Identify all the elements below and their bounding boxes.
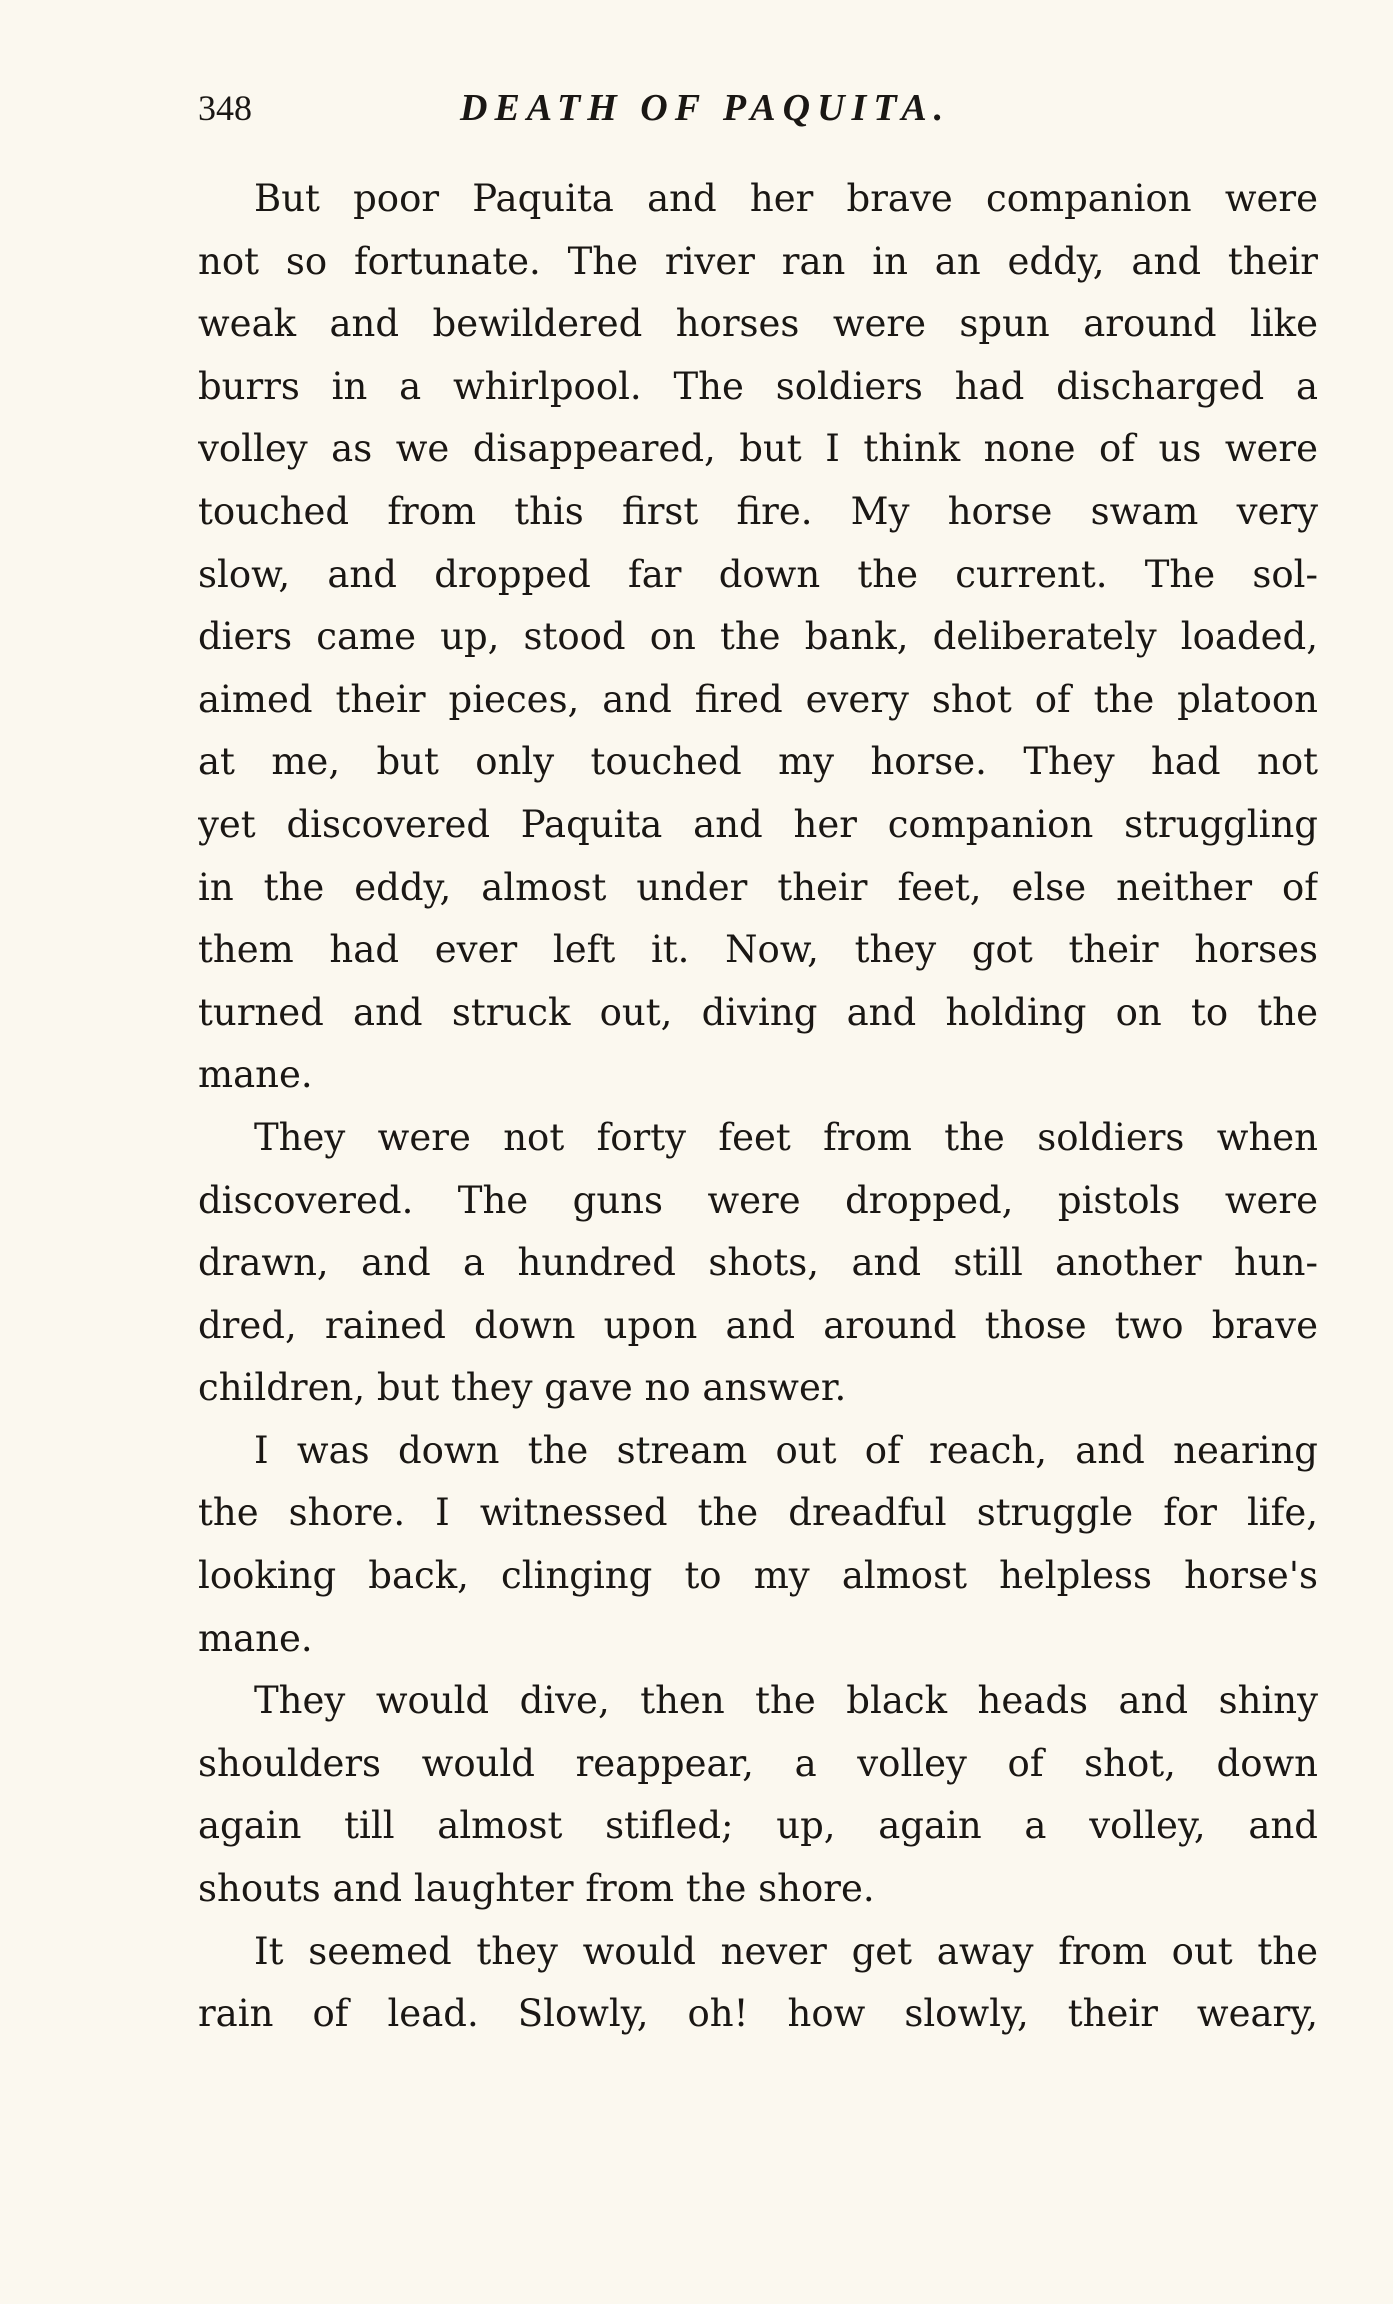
text-line: them had ever left it. Now, they got their horses bbox=[198, 928, 1318, 972]
text-line: in the eddy, almost under their feet, else neither of bbox=[198, 865, 1318, 909]
text-line: slow, and dropped far down the current. The sol- bbox=[198, 552, 1318, 596]
text-line: the shore. I witnessed the dreadful struggle for life, bbox=[198, 1491, 1318, 1535]
text-line: shoulders would reappear, a volley of shot, down bbox=[198, 1741, 1318, 1785]
text-line: children, but they gave no answer. bbox=[198, 1366, 847, 1410]
page-header bbox=[198, 78, 1318, 138]
text-line: not so fortunate. The river ran in an eddy, and their bbox=[198, 239, 1318, 283]
text-line: at me, but only touched my horse. They had not bbox=[198, 740, 1318, 784]
text-line: I was down the stream out of reach, and nearing bbox=[254, 1428, 1318, 1472]
text-line: diers came up, stood on the bank, deliberately loaded, bbox=[198, 615, 1318, 659]
text-line: volley as we disappeared, but I think none of us were bbox=[198, 427, 1318, 471]
text-line: again till almost stifled; up, again a volley, and bbox=[198, 1804, 1318, 1848]
text-line: touched from this first fire. My horse swam very bbox=[198, 489, 1318, 533]
text-line: burrs in a whirlpool. The soldiers had discharged a bbox=[198, 364, 1318, 408]
text-line: rain of lead. Slowly, oh! how slowly, their weary, bbox=[198, 1992, 1318, 2036]
text-line: It seemed they would never get away from out the bbox=[254, 1929, 1318, 1973]
text-line: turned and struck out, diving and holding on to the bbox=[198, 990, 1318, 1034]
running-title: DEATH OF PAQUITA. bbox=[460, 87, 951, 129]
page-number: 348 bbox=[198, 88, 252, 128]
text-line: They would dive, then the black heads and shiny bbox=[254, 1679, 1318, 1723]
text-line: They were not forty feet from the soldiers when bbox=[254, 1115, 1318, 1159]
text-line: mane. bbox=[198, 1053, 313, 1097]
text-line: shouts and laughter from the shore. bbox=[198, 1867, 875, 1911]
text-line: aimed their pieces, and fired every shot of the platoon bbox=[198, 677, 1318, 721]
text-line: But poor Paquita and her brave companion were bbox=[254, 177, 1318, 220]
text-line: mane. bbox=[198, 1616, 313, 1660]
body-text bbox=[198, 168, 1318, 2046]
text-line: drawn, and a hundred shots, and still another hun- bbox=[198, 1241, 1318, 1285]
text-line: looking back, clinging to my almost helpless horse's bbox=[198, 1554, 1318, 1598]
text-line: dred, rained down upon and around those two brave bbox=[198, 1303, 1318, 1347]
text-line: yet discovered Paquita and her companion struggling bbox=[198, 802, 1318, 846]
text-line: discovered. The guns were dropped, pistols were bbox=[198, 1178, 1318, 1222]
text-line: weak and bewildered horses were spun around like bbox=[198, 302, 1318, 346]
